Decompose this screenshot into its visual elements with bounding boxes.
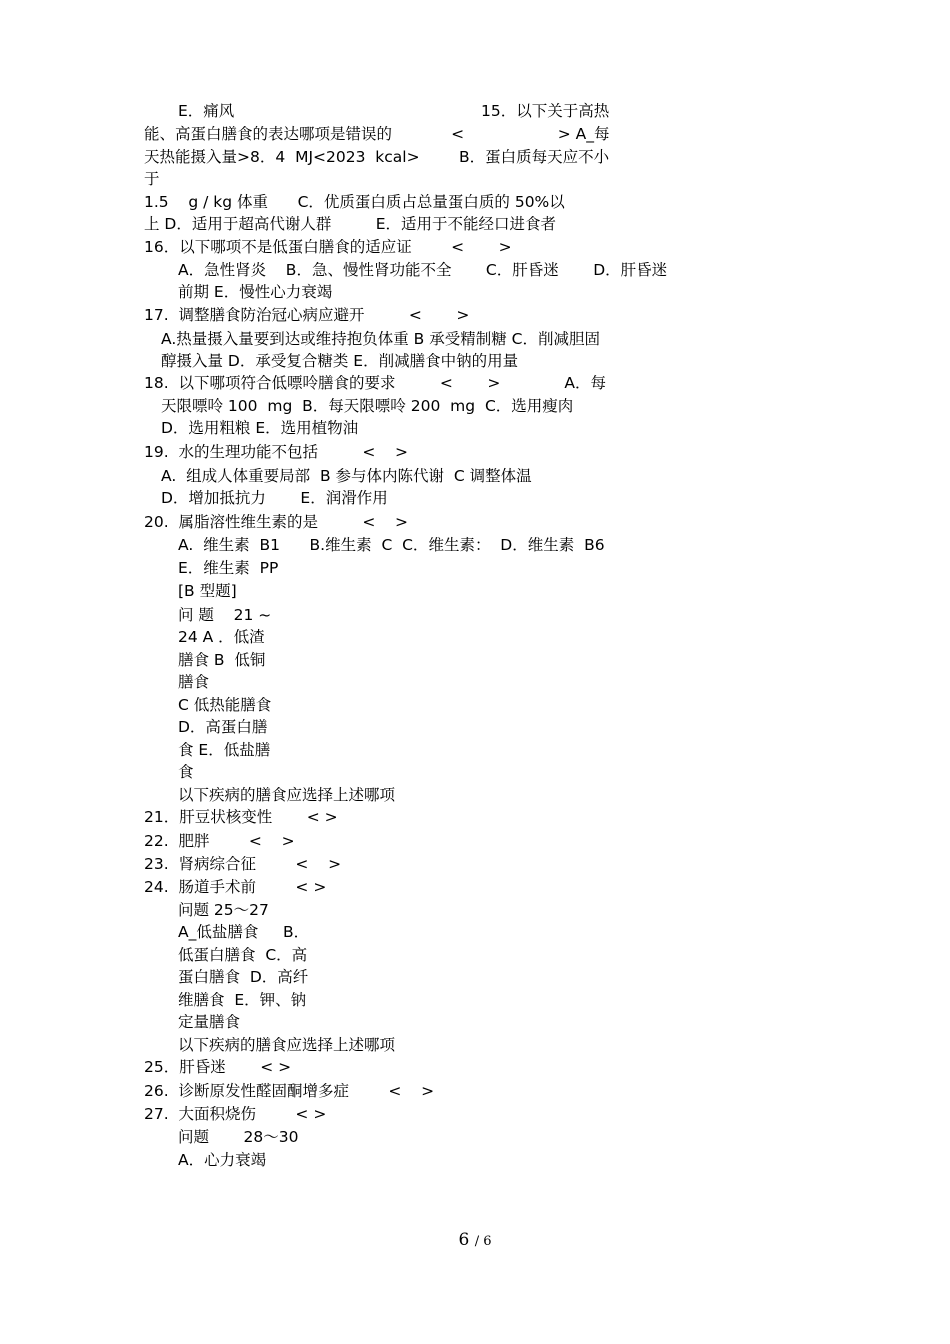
text-line: A．心力衰竭 <box>178 1151 267 1169</box>
page-number-total: / 6 <box>474 1234 492 1249</box>
text-line: D．增加抵抗力 E．润滑作用 <box>161 489 388 507</box>
question-25: 25．肝昏迷 < > <box>144 1058 292 1076</box>
text-line: 15．以下关于高热 <box>481 102 610 120</box>
text-line: 维膳食 E．钾、钠 <box>178 991 307 1009</box>
page-number <box>0 1230 950 1250</box>
text-line: 24 A ．低渣 <box>178 628 265 646</box>
text-line: 天限嘌呤 100 mg B．每天限嘌呤 200 mg C．选用瘦肉 <box>161 397 574 415</box>
question-16: 16．以下哪项不是低蛋白膳食的适应证 < > <box>144 238 512 256</box>
text-line: E．痛风 <box>178 102 235 120</box>
question-26: 26. 诊断原发性醛固酮增多症 < > <box>144 1082 435 1100</box>
text-line: 食 E．低盐膳 <box>178 741 271 759</box>
text-line: A.热量摄入量要到达或维持抱负体重 B 承受精制糖 C．削减胆固 <box>161 330 600 348</box>
text-line: D．选用粗粮 E．选用植物油 <box>161 419 359 437</box>
text-line: 问题 28～30 <box>178 1128 299 1146</box>
text-line: A_低盐膳食 B． <box>178 923 310 941</box>
text-line: 低蛋白膳食 C．高 <box>178 946 308 964</box>
question-17: 17. 调整膳食防治冠心病应避开 < > <box>144 306 470 324</box>
question-18: 18. 以下哪项符合低嘌呤膳食的要求 < > A．每 <box>144 374 606 392</box>
text-line: A. 组成人体重要局部 B 参与体内陈代谢 C 调整体温 <box>161 467 532 485</box>
text-line: 膳食 <box>178 673 210 691</box>
text-line: 食 <box>178 763 194 781</box>
question-27: 27. 大面积烧伤 < > <box>144 1105 327 1123</box>
text-line: 问题 25～27 <box>178 901 269 919</box>
text-line: 以下疾病的膳食应选择上述哪项 <box>178 1036 396 1054</box>
question-19: 19. 水的生理功能不包括 < > <box>144 443 409 461</box>
text-line: 以下疾病的膳食应选择上述哪项 <box>178 786 396 804</box>
text-line: 1.5 g / kg 体重 C．优质蛋白质占总量蛋白质的 50%以 <box>144 193 565 211</box>
page-number-current: 6 <box>458 1230 470 1250</box>
text-line: 膳食 B 低铜 <box>178 651 266 669</box>
question-24: 24. 肠道手术前 < > <box>144 878 327 896</box>
text-line: A. 维生素 B1 B.维生素 C C．维生素： D．维生素 B6 <box>178 536 605 554</box>
text-line: E．维生素 PP <box>178 559 279 577</box>
section-heading: [B 型题] <box>178 582 237 600</box>
question-22: 22. 肥胖 < > <box>144 832 295 850</box>
text-line: C 低热能膳食 <box>178 696 272 714</box>
text-line: 能、高蛋白膳食的表达哪项是错误的 < > A_每 <box>144 125 610 143</box>
text-line: 天热能摄入量>8．4 MJ<2023 kcal> B．蛋白质每天应不小 <box>144 148 610 166</box>
question-20: 20. 属脂溶性维生素的是 < > <box>144 513 409 531</box>
text-line: 定量膳食 <box>178 1013 241 1031</box>
text-line: D．高蛋白膳 <box>178 718 268 736</box>
text-line: 上 D．适用于超高代谢人群 E．适用于不能经口进食者 <box>144 215 557 233</box>
question-21: 21．肝豆状核变性 < > <box>144 808 338 826</box>
text-line: A．急性肾炎 B．急、慢性肾功能不全 C．肝昏迷 D．肝昏迷 <box>178 261 668 279</box>
text-line: 前期 E．慢性心力衰竭 <box>178 283 333 301</box>
question-23: 23. 肾病综合征 < > <box>144 855 342 873</box>
text-line: 于 <box>144 170 160 188</box>
text-line: 醇摄入量 D．承受复合糖类 E．削减膳食中钠的用量 <box>161 352 519 370</box>
text-line: 问 题 21 ~ <box>178 606 272 624</box>
text-line: 蛋白膳食 D．高纤 <box>178 968 309 986</box>
